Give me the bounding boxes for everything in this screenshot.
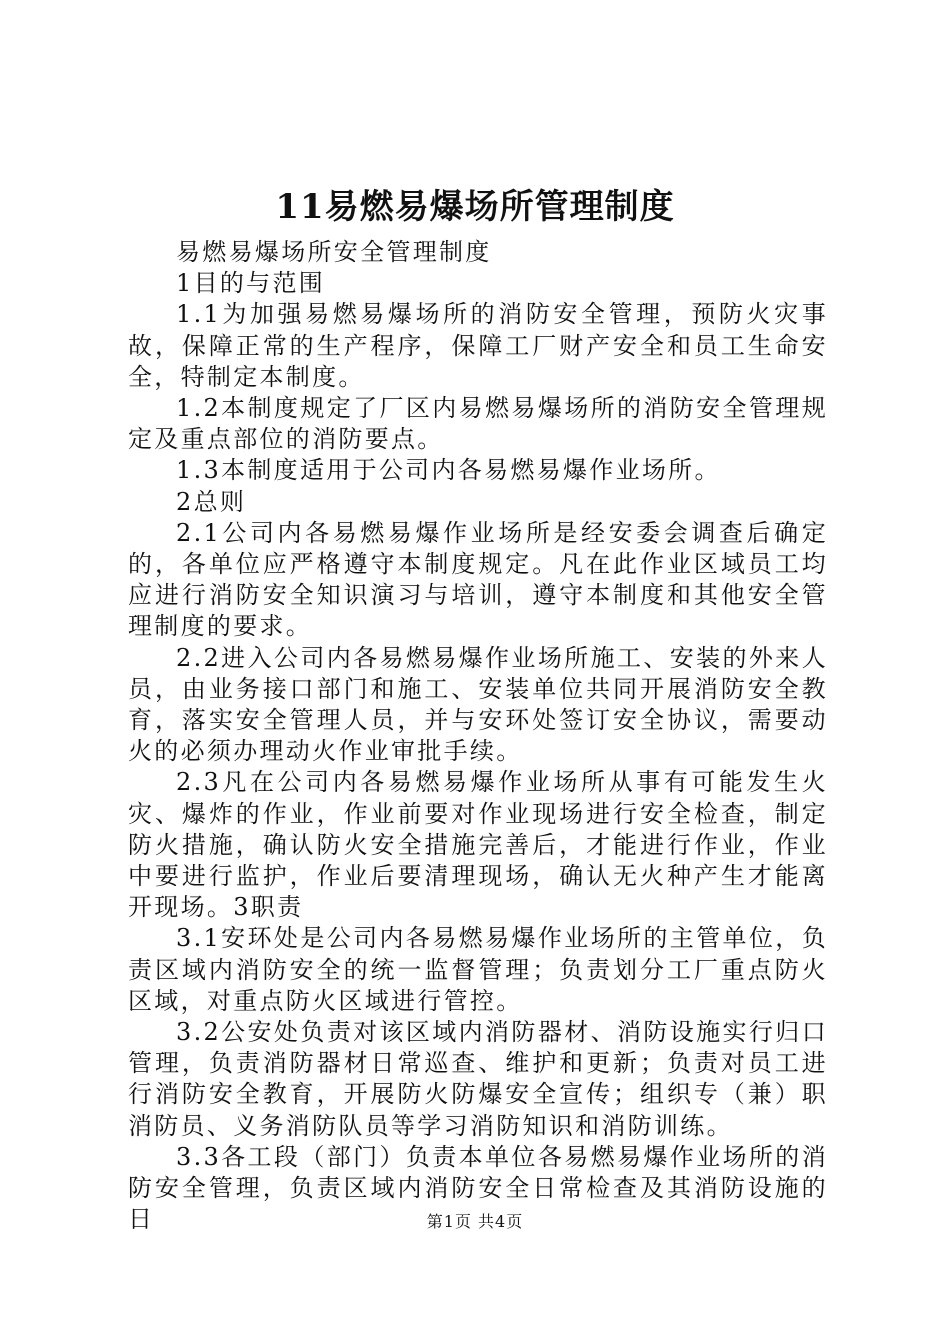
paragraph-3-1: 3.1安环处是公司内各易燃易爆作业场所的主管单位，负责区域内消防安全的统一监督管理；负责划分工厂重点防火区域，对重点防火区域进行管控。 — [128, 924, 828, 1015]
paragraph-1-2: 1.2本制度规定了厂区内易燃易爆场所的消防安全管理规定及重点部位的消防要点。 — [128, 394, 828, 454]
paragraph-1-3: 1.3本制度适用于公司内各易燃易爆作业场所。 — [176, 456, 721, 485]
document-body — [128, 237, 828, 1236]
document-title: 11易燃易爆场所管理制度 — [275, 187, 675, 227]
section-heading-1: 1目的与范围 — [176, 269, 326, 298]
section-heading-2: 2总则 — [176, 487, 247, 516]
paragraph-1-1: 1.1为加强易燃易爆场所的消防安全管理，预防火灾事故，保障正常的生产程序，保障工厂财产安全和员工生命安全，特制定本制度。 — [128, 300, 828, 391]
page-number-footer: 第1页 共4页 — [426, 1212, 524, 1231]
paragraph-subtitle: 易燃易爆场所安全管理制度 — [176, 238, 492, 266]
paragraph-2-2: 2.2进入公司内各易燃易爆作业场所施工、安装的外来人员，由业务接口部门和施工、安装单位共同开展消防安全教育，落实安全管理人员，并与安环处签订安全协议，需要动火的必须办理动火作业审批手续。 — [128, 643, 828, 766]
paragraph-3-3: 3.3各工段（部门）负责本单位各易燃易爆作业场所的消防安全管理，负责区域内消防安全日常检查及其消防设施的日 — [128, 1142, 828, 1234]
paragraph-3-2: 3.2公安处负责对该区域内消防器材、消防设施实行归口管理，负责消防器材日常巡查、维护和更新；负责对员工进行消防安全教育，开展防火防爆安全宣传；组织专（兼）职消防员、义务消防队员等学习消防知识和消防训练。 — [128, 1018, 828, 1140]
paragraph-2-3: 2.3凡在公司内各易燃易爆作业场所从事有可能发生火灾、爆炸的作业，作业前要对作业现场进行安全检查，制定防火措施，确认防火安全措施完善后，才能进行作业，作业中要进行监护，作业后要清理现场，确认无火种产生才能离开现场。3职责 — [128, 768, 828, 922]
paragraph-2-1: 2.1公司内各易燃易爆作业场所是经安委会调查后确定的，各单位应严格遵守本制度规定。凡在此作业区域员工均应进行消防安全知识演习与培训，遵守本制度和其他安全管理制度的要求。 — [128, 518, 828, 641]
